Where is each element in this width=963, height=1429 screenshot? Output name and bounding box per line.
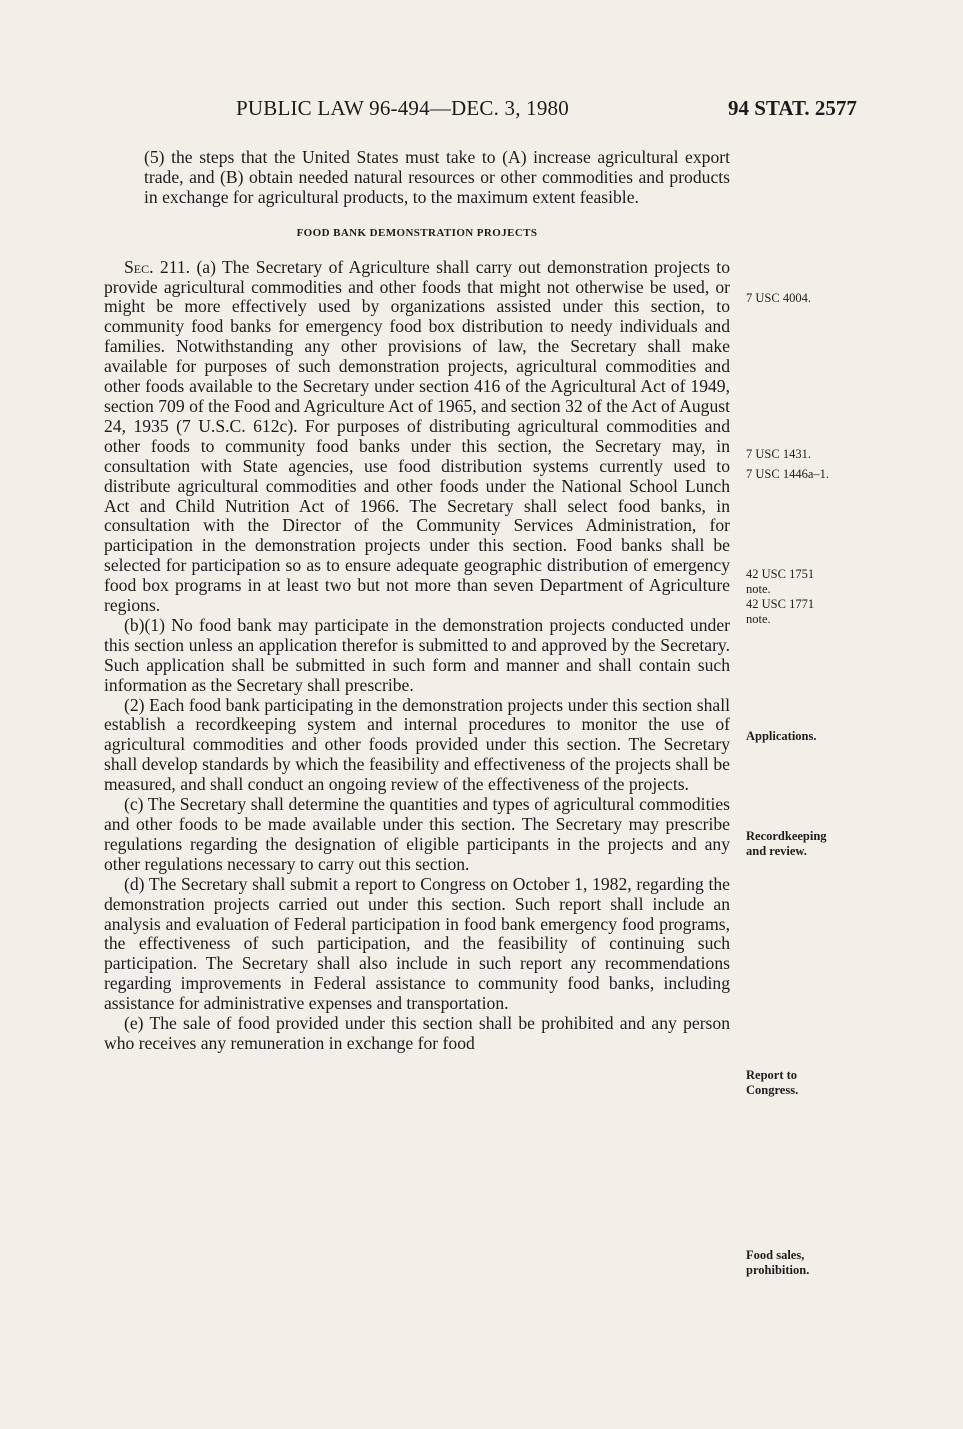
page-header	[0, 96, 963, 128]
main-text-column	[104, 148, 730, 1054]
margin-note-report	[746, 1068, 876, 1098]
law-title: PUBLIC LAW 96-494—DEC. 3, 1980	[236, 96, 569, 120]
margin-note-usc-1446a: 7 USC 1446a–1.	[746, 467, 829, 481]
margin-note-usc-1431: 7 USC 1431.	[746, 447, 811, 461]
usc-1771-line: 42 USC 1771	[746, 597, 815, 611]
food-sales-line-1: Food sales,	[746, 1248, 805, 1262]
recordkeeping-line-2: and review.	[746, 844, 807, 858]
margin-note-usc-1751	[746, 567, 876, 627]
usc-1771-note: note.	[746, 612, 771, 626]
section-heading: FOOD BANK DEMONSTRATION PROJECTS	[296, 226, 538, 239]
margin-note-applications: Applications.	[746, 729, 817, 743]
margin-note-usc-4004: 7 USC 4004.	[746, 291, 811, 305]
statute-reference: 94 STAT. 2577	[728, 96, 857, 120]
usc-1751-note: note.	[746, 582, 771, 596]
paragraph-d: (d) The Secretary shall submit a report to Congress on October 1, 1982, regarding the demonstration projects carried out under this section. Such report shall include an analysis and evaluation of Federal participation in food bank emergency food programs, the effectiveness of such participation, and the feasibility of continuing such participation. The Secretary shall also include in such report any recommendations regarding improvements in Federal assistance to community food banks, including assistance for administrative expenses and transportation.	[104, 873, 730, 1014]
report-line-1: Report to	[746, 1068, 798, 1082]
paragraph-b2: (2) Each food bank participating in the demonstration projects under this section shall establish a recordkeeping system and internal procedures to monitor the use of agricultural commodities and other foods provided under this section. The Secretary shall develop standards by which the feasibility and effectiveness of the projects shall be measured, and shall conduct an ongoing review of the effectiveness of the projects.	[104, 694, 730, 795]
usc-1751-line: 42 USC 1751	[746, 567, 815, 581]
food-sales-line-2: prohibition.	[746, 1263, 810, 1277]
paragraph-e: (e) The sale of food provided under this section shall be prohibited and any person who receives any remuneration in exchange for food	[104, 1013, 730, 1053]
paragraph-item-5: (5) the steps that the United States must take to (A) increase agricultural export trade, and (B) obtain needed natural resources or other commodities and products in exchange for agricultural products, to the maximum extent feasible.	[144, 147, 730, 207]
margin-note-food-sales	[746, 1248, 876, 1278]
report-line-2: Congress.	[746, 1083, 799, 1097]
margin-note-recordkeeping	[746, 829, 876, 859]
recordkeeping-line-1: Recordkeeping	[746, 829, 827, 843]
paragraph-a-text: (a) The Secretary of Agriculture shall carry out demonstration projects to provide agricultural commodities and other foods that might not otherwise be used, or might be more effectively used by organizations assisted under this section, to community food banks for emergency food box distribution to needy individuals and families. Notwithstanding any other provisions of law, the Secretary shall make available for purposes of such demonstration projects, agricultural commodities and other foods available to the Secretary under section 416 of the Agricultural Act of 1949, section 709 of the Food and Agriculture Act of 1965, and section 32 of the Act of August 24, 1935 (7 U.S.C. 612c). For purposes of distributing agricultural commodities and other foods to community food banks under this section, the Secretary may, in consultation with State agencies, use food distribution systems currently used to distribute agricultural commodities and other foods under the National School Lunch Act and Child Nutrition Act of 1966. The Secretary shall select food banks, in consultation with the Director of the Community Services Administration, for participation in the demonstration projects under this section. Food banks shall be selected for participation so as to ensure adequate geographic distribution of emergency food box programs in at least two but not more than seven Department of Agriculture regions.	[104, 256, 730, 616]
paragraph-c: (c) The Secretary shall determine the quantities and types of agricultural commodities and other foods to be made available under this section. The Secretary may prescribe regulations regarding the designation of eligible participants in the projects and any other regulations necessary to carry out this section.	[104, 794, 730, 874]
section-label: Sec. 211.	[124, 256, 191, 277]
paragraph-section-211-a	[104, 258, 730, 616]
paragraph-b1: (b)(1) No food bank may participate in the demonstration projects conducted under this section unless an application therefor is submitted to and approved by the Secretary. Such application shall be submitted in such form and manner and shall contain such information as the Secretary shall prescribe.	[104, 614, 730, 695]
